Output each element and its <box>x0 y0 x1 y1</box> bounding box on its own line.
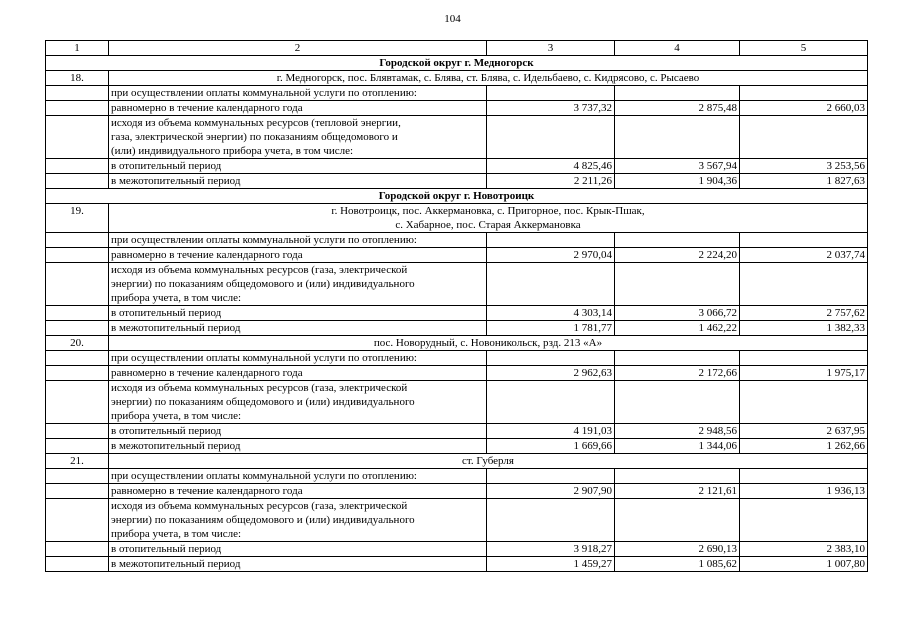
value-cell: 1 781,77 <box>487 321 615 336</box>
text-line: исходя из объема коммунальных ресурсов (газа, электрической <box>111 382 408 394</box>
row-label: в межотопительный период <box>109 557 487 572</box>
value-cell: 4 191,03 <box>487 424 615 439</box>
intro-row <box>46 469 868 484</box>
value-cell: 2 383,10 <box>740 542 868 557</box>
heating-period-row <box>46 159 868 174</box>
header-cell: 2 <box>109 41 487 56</box>
row-number: 18. <box>46 71 109 86</box>
uniform-row <box>46 248 868 263</box>
uniform-row <box>46 101 868 116</box>
value-cell: 1 262,66 <box>740 439 868 454</box>
row-number-cell <box>46 306 109 321</box>
value-cell <box>487 86 615 101</box>
value-cell <box>487 233 615 248</box>
locality-row <box>46 204 868 233</box>
row-number-cell <box>46 263 109 306</box>
value-cell: 2 948,56 <box>615 424 740 439</box>
row-label: равномерно в течение календарного года <box>109 484 487 499</box>
basis-text <box>109 116 487 159</box>
row-label: равномерно в течение календарного года <box>109 101 487 116</box>
row-number-cell <box>46 101 109 116</box>
text-line: с. Хабарное, пос. Старая Аккермановка <box>395 219 581 231</box>
value-cell: 2 660,03 <box>740 101 868 116</box>
value-cell: 1 975,17 <box>740 366 868 381</box>
basis-text <box>109 499 487 542</box>
value-cell: 1 085,62 <box>615 557 740 572</box>
offseason-period-row <box>46 557 868 572</box>
intro-row <box>46 86 868 101</box>
text-line: г. Медногорск, пос. Блявтамак, с. Блява, ст. Блява, с. Идельбаево, с. Кидрясово, с. Рысаево <box>276 72 700 84</box>
value-cell: 1 904,36 <box>615 174 740 189</box>
heating-period-row <box>46 424 868 439</box>
locality-row <box>46 336 868 351</box>
section-title: Городской округ г. Новотроицк <box>46 189 868 204</box>
header-row <box>46 41 868 56</box>
locality-name <box>109 204 868 233</box>
value-cell <box>740 233 868 248</box>
value-cell: 2 757,62 <box>740 306 868 321</box>
value-cell: 3 066,72 <box>615 306 740 321</box>
intro-text: при осуществлении оплаты коммунальной услуги по отоплению: <box>109 469 487 484</box>
text-line: энергии) по показаниям общедомового и (или) индивидуального <box>111 514 415 526</box>
value-cell: 2 690,13 <box>615 542 740 557</box>
text-line: прибора учета, в том числе: <box>111 410 242 422</box>
basis-text <box>109 263 487 306</box>
tariff-table <box>45 40 868 572</box>
value-cell <box>740 351 868 366</box>
value-cell: 3 567,94 <box>615 159 740 174</box>
offseason-period-row <box>46 439 868 454</box>
text-line: (или) индивидуального прибора учета, в том числе: <box>111 145 354 157</box>
intro-text: при осуществлении оплаты коммунальной услуги по отоплению: <box>109 233 487 248</box>
value-cell <box>487 116 615 159</box>
value-cell: 2 970,04 <box>487 248 615 263</box>
heating-period-row <box>46 542 868 557</box>
section-title-row <box>46 56 868 71</box>
text-line: исходя из объема коммунальных ресурсов (газа, электрической <box>111 500 408 512</box>
value-cell <box>615 381 740 424</box>
value-cell: 2 962,63 <box>487 366 615 381</box>
row-number: 20. <box>46 336 109 351</box>
row-number-cell <box>46 499 109 542</box>
value-cell <box>487 351 615 366</box>
value-cell: 1 936,13 <box>740 484 868 499</box>
row-label: равномерно в течение календарного года <box>109 248 487 263</box>
text-line: прибора учета, в том числе: <box>111 528 242 540</box>
row-number: 21. <box>46 454 109 469</box>
header-cell: 3 <box>487 41 615 56</box>
row-number-cell <box>46 159 109 174</box>
value-cell: 4 303,14 <box>487 306 615 321</box>
value-cell: 1 462,22 <box>615 321 740 336</box>
text-line: пос. Новорудный, с. Новоникольск, рзд. 213 «А» <box>373 337 603 349</box>
row-number-cell <box>46 321 109 336</box>
value-cell <box>615 469 740 484</box>
row-number-cell <box>46 174 109 189</box>
value-cell <box>615 499 740 542</box>
row-number-cell <box>46 439 109 454</box>
text-line: исходя из объема коммунальных ресурсов (газа, электрической <box>111 264 408 276</box>
value-cell: 3 737,32 <box>487 101 615 116</box>
value-cell <box>615 263 740 306</box>
heating-period-row <box>46 306 868 321</box>
uniform-row <box>46 484 868 499</box>
value-cell <box>615 233 740 248</box>
row-label: в межотопительный период <box>109 321 487 336</box>
row-label: в отопительный период <box>109 424 487 439</box>
value-cell: 2 172,66 <box>615 366 740 381</box>
header-cell: 5 <box>740 41 868 56</box>
text-line: энергии) по показаниям общедомового и (или) индивидуального <box>111 278 415 290</box>
intro-row <box>46 233 868 248</box>
row-number-cell <box>46 248 109 263</box>
value-cell: 1 344,06 <box>615 439 740 454</box>
row-number-cell <box>46 351 109 366</box>
value-cell: 1 669,66 <box>487 439 615 454</box>
value-cell <box>615 351 740 366</box>
header-cell: 4 <box>615 41 740 56</box>
row-number-cell <box>46 381 109 424</box>
value-cell: 1 382,33 <box>740 321 868 336</box>
row-number-cell <box>46 484 109 499</box>
value-cell: 4 825,46 <box>487 159 615 174</box>
value-cell <box>740 116 868 159</box>
text-line: г. Новотроицк, пос. Аккермановка, с. Пригорное, пос. Крык-Пшак, <box>331 205 645 217</box>
value-cell <box>487 499 615 542</box>
value-cell <box>487 381 615 424</box>
locality-name <box>109 454 868 469</box>
row-label: равномерно в течение календарного года <box>109 366 487 381</box>
basis-text <box>109 381 487 424</box>
row-number-cell <box>46 424 109 439</box>
row-label: в отопительный период <box>109 306 487 321</box>
row-number-cell <box>46 233 109 248</box>
value-cell: 2 037,74 <box>740 248 868 263</box>
locality-row <box>46 71 868 86</box>
text-line: энергии) по показаниям общедомового и (или) индивидуального <box>111 396 415 408</box>
locality-row <box>46 454 868 469</box>
page-number: 104 <box>444 13 461 25</box>
value-cell <box>615 116 740 159</box>
value-cell: 2 875,48 <box>615 101 740 116</box>
value-cell: 1 827,63 <box>740 174 868 189</box>
locality-name <box>109 336 868 351</box>
value-cell <box>487 469 615 484</box>
value-cell <box>487 263 615 306</box>
uniform-row <box>46 366 868 381</box>
header-cell: 1 <box>46 41 109 56</box>
row-label: в межотопительный период <box>109 174 487 189</box>
row-label: в отопительный период <box>109 542 487 557</box>
row-label: в отопительный период <box>109 159 487 174</box>
offseason-period-row <box>46 321 868 336</box>
text-line: газа, электрической энергии) по показаниям общедомового и <box>111 131 398 143</box>
value-cell: 3 918,27 <box>487 542 615 557</box>
row-label: в межотопительный период <box>109 439 487 454</box>
value-cell <box>740 469 868 484</box>
text-line: исходя из объема коммунальных ресурсов (тепловой энергии, <box>111 117 401 129</box>
value-cell: 1 459,27 <box>487 557 615 572</box>
row-number-cell <box>46 86 109 101</box>
intro-text: при осуществлении оплаты коммунальной услуги по отоплению: <box>109 86 487 101</box>
value-cell: 2 637,95 <box>740 424 868 439</box>
row-number-cell <box>46 366 109 381</box>
locality-name <box>109 71 868 86</box>
row-number: 19. <box>46 204 109 233</box>
value-cell <box>740 263 868 306</box>
row-number-cell <box>46 469 109 484</box>
value-cell: 1 007,80 <box>740 557 868 572</box>
section-title: Городской округ г. Медногорск <box>46 56 868 71</box>
intro-row <box>46 351 868 366</box>
value-cell: 2 121,61 <box>615 484 740 499</box>
section-title-row <box>46 189 868 204</box>
value-cell <box>740 86 868 101</box>
offseason-period-row <box>46 174 868 189</box>
basis-row <box>46 499 868 542</box>
text-line: прибора учета, в том числе: <box>111 292 242 304</box>
value-cell <box>740 499 868 542</box>
row-number-cell <box>46 557 109 572</box>
intro-text: при осуществлении оплаты коммунальной услуги по отоплению: <box>109 351 487 366</box>
value-cell <box>615 86 740 101</box>
row-number-cell <box>46 542 109 557</box>
text-line: ст. Губерля <box>462 455 514 467</box>
value-cell: 2 907,90 <box>487 484 615 499</box>
basis-row <box>46 263 868 306</box>
value-cell: 2 224,20 <box>615 248 740 263</box>
value-cell <box>740 381 868 424</box>
basis-row <box>46 116 868 159</box>
row-number-cell <box>46 116 109 159</box>
basis-row <box>46 381 868 424</box>
value-cell: 2 211,26 <box>487 174 615 189</box>
value-cell: 3 253,56 <box>740 159 868 174</box>
